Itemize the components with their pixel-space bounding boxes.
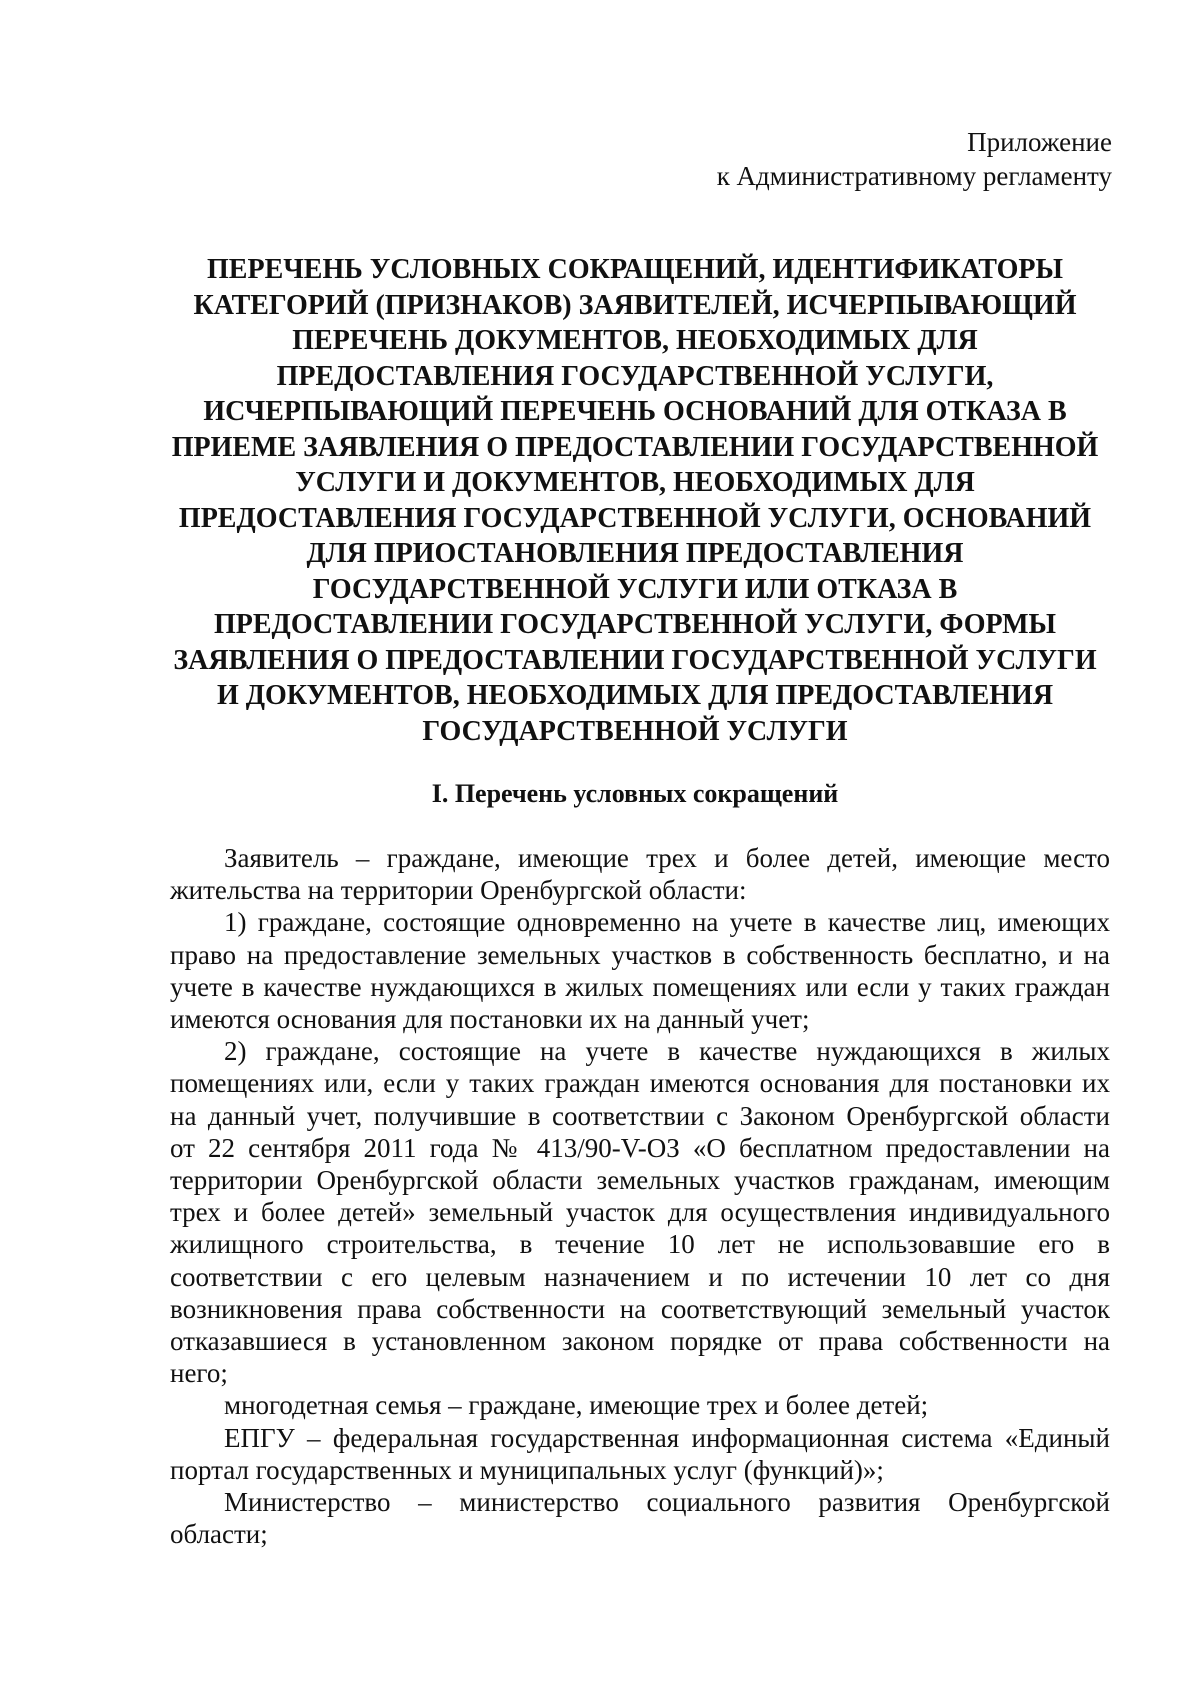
body-line: него; bbox=[170, 1358, 228, 1389]
title-line: ПРЕДОСТАВЛЕНИЯ ГОСУДАРСТВЕННОЙ УСЛУГИ, bbox=[276, 360, 994, 392]
body-text bbox=[170, 842, 1110, 1550]
body-line: возникновения права собственности на соответствующий земельный участок bbox=[170, 1293, 1110, 1324]
body-line: от 22 сентября 2011 года № 413/90-V-ОЗ «О бесплатном предоставлении на bbox=[170, 1132, 1110, 1163]
body-line: жилищного строительства, в течение 10 лет не использовавшие его в bbox=[170, 1229, 1110, 1260]
body-line: помещениях или, если у таких граждан имеются основания для постановки их bbox=[170, 1068, 1110, 1099]
title-line: ДЛЯ ПРИОСТАНОВЛЕНИЯ ПРЕДОСТАВЛЕНИЯ bbox=[306, 538, 964, 569]
body-line: соответствии с его целевым назначением и по истечении 10 лет со дня bbox=[170, 1261, 1110, 1292]
body-line: отказавшиеся в установленном законом порядке от права собственности на bbox=[170, 1326, 1110, 1357]
body-line: трех и более детей» земельный участок для осуществления индивидуального bbox=[170, 1197, 1110, 1228]
body-line: портал государственных и муниципальных услуг (функций)»; bbox=[170, 1454, 884, 1485]
title-line: И ДОКУМЕНТОВ, НЕОБХОДИМЫХ ДЛЯ ПРЕДОСТАВЛЕНИЯ bbox=[216, 680, 1054, 711]
title-line: ЗАЯВЛЕНИЯ О ПРЕДОСТАВЛЕНИИ ГОСУДАРСТВЕННОЙ УСЛУГИ bbox=[173, 644, 1097, 676]
title-line: КАТЕГОРИЙ (ПРИЗНАКОВ) ЗАЯВИТЕЛЕЙ, ИСЧЕРПЫВАЮЩИЙ bbox=[193, 289, 1077, 321]
body-line: многодетная семья – граждане, имеющие трех и более детей; bbox=[224, 1390, 929, 1421]
section-heading: I. Перечень условных сокращений bbox=[431, 779, 839, 808]
body-line: жительства на территории Оренбургской области: bbox=[170, 875, 747, 906]
document-title bbox=[150, 252, 1120, 749]
body-line: 2) граждане, состоящие на учете в качестве нуждающихся в жилых bbox=[224, 1036, 1110, 1067]
appendix-line-1: Приложение bbox=[967, 127, 1112, 157]
title-line: ПЕРЕЧЕНЬ ДОКУМЕНТОВ, НЕОБХОДИМЫХ ДЛЯ bbox=[292, 325, 978, 356]
title-line: ПРЕДОСТАВЛЕНИИ ГОСУДАРСТВЕННОЙ УСЛУГИ, ФОРМЫ bbox=[214, 609, 1056, 640]
body-line: территории Оренбургской области земельных участков гражданам, имеющим bbox=[170, 1165, 1110, 1196]
title-line: УСЛУГИ И ДОКУМЕНТОВ, НЕОБХОДИМЫХ ДЛЯ bbox=[295, 467, 975, 498]
title-line: ПРЕДОСТАВЛЕНИЯ ГОСУДАРСТВЕННОЙ УСЛУГИ, ОСНОВАНИЙ bbox=[178, 502, 1092, 534]
title-line: ГОСУДАРСТВЕННОЙ УСЛУГИ ИЛИ ОТКАЗА В bbox=[312, 573, 958, 605]
title-line: ПЕРЕЧЕНЬ УСЛОВНЫХ СОКРАЩЕНИЙ, ИДЕНТИФИКАТОРЫ bbox=[207, 254, 1063, 285]
body-line: Министерство – министерство социального развития Оренбургской bbox=[224, 1487, 1110, 1518]
appendix-line-2: к Административному регламенту bbox=[716, 161, 1112, 191]
body-line: на данный учет, получившие в соответствии с Законом Оренбургской области bbox=[170, 1100, 1110, 1131]
body-line: имеются основания для постановки их на данный учет; bbox=[170, 1004, 810, 1035]
appendix-header bbox=[717, 125, 1112, 193]
body-line: Заявитель – граждане, имеющие трех и более детей, имеющие место bbox=[224, 843, 1110, 873]
body-line: учете в качестве нуждающихся в жилых помещениях или если у таких граждан bbox=[170, 971, 1110, 1002]
title-line: ПРИЕМЕ ЗАЯВЛЕНИЯ О ПРЕДОСТАВЛЕНИИ ГОСУДАРСТВЕННОЙ bbox=[171, 431, 1099, 463]
body-line: право на предоставление земельных участков в собственность бесплатно, и на bbox=[170, 939, 1110, 970]
body-line: 1) граждане, состоящие одновременно на учете в качестве лиц, имеющих bbox=[224, 907, 1110, 938]
body-line: области; bbox=[170, 1519, 268, 1550]
body-line: ЕПГУ – федеральная государственная информационная система «Единый bbox=[224, 1422, 1110, 1453]
title-line: ГОСУДАРСТВЕННОЙ УСЛУГИ bbox=[422, 715, 848, 747]
title-line: ИСЧЕРПЫВАЮЩИЙ ПЕРЕЧЕНЬ ОСНОВАНИЙ ДЛЯ ОТКАЗА В bbox=[203, 396, 1067, 427]
